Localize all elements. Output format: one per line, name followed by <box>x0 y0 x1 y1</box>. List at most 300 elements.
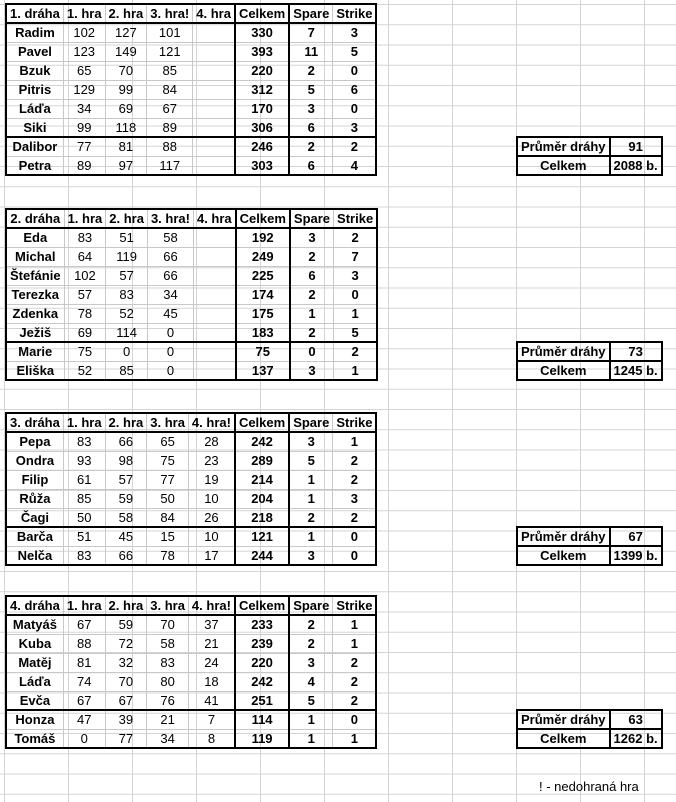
cell-lane-name[interactable]: Láďa <box>6 99 63 118</box>
cell-game-4[interactable]: 37 <box>188 615 235 634</box>
cell-spare[interactable]: 2 <box>289 508 333 527</box>
cell-game-2[interactable]: 77 <box>105 729 147 748</box>
cell-game-1[interactable]: 75 <box>64 342 106 361</box>
cell-strike[interactable]: 1 <box>333 432 377 451</box>
cell-game-3[interactable]: 15 <box>147 527 189 546</box>
cell-total[interactable]: 119 <box>235 729 289 748</box>
cell-game-4[interactable]: 8 <box>188 729 235 748</box>
cell-total[interactable]: 137 <box>236 361 290 380</box>
cell-game-4[interactable]: 18 <box>188 672 235 691</box>
header-game-1[interactable]: 1. hra <box>63 413 105 432</box>
lane-4-block <box>5 595 658 749</box>
header-game-2[interactable]: 2. hra <box>105 596 147 615</box>
header-game-3[interactable]: 3. hra <box>147 596 189 615</box>
cell-lane-name[interactable]: Kuba <box>6 634 63 653</box>
average-label[interactable]: Průměr dráhy <box>517 527 610 546</box>
cell-game-4[interactable]: 23 <box>188 451 235 470</box>
header-game-4[interactable]: 4. hra! <box>188 596 235 615</box>
average-value[interactable]: 73 <box>610 342 662 361</box>
cell-total[interactable]: 174 <box>236 285 290 304</box>
cell-strike[interactable]: 0 <box>333 546 377 565</box>
cell-game-1[interactable]: 65 <box>63 61 105 80</box>
header-spare[interactable]: Spare <box>290 209 334 228</box>
cell-game-4[interactable] <box>193 118 235 137</box>
cell-spare[interactable]: 4 <box>289 672 333 691</box>
cell-spare[interactable]: 1 <box>289 489 333 508</box>
cell-total[interactable]: 233 <box>235 615 289 634</box>
cell-game-4[interactable] <box>193 304 235 323</box>
cell-strike[interactable]: 1 <box>333 634 377 653</box>
cell-game-4[interactable] <box>193 156 235 175</box>
cell-game-4[interactable]: 28 <box>188 432 235 451</box>
header-game-4[interactable]: 4. hra <box>193 4 235 23</box>
cell-game-4[interactable]: 21 <box>188 634 235 653</box>
cell-strike[interactable]: 3 <box>333 118 377 137</box>
cell-game-1[interactable]: 129 <box>63 80 105 99</box>
cell-game-4[interactable]: 7 <box>188 710 235 729</box>
header-game-3[interactable]: 3. hra <box>147 413 189 432</box>
cell-game-1[interactable]: 83 <box>63 546 105 565</box>
total-label[interactable]: Celkem <box>517 729 610 748</box>
cell-lane-name[interactable]: Barča <box>6 527 63 546</box>
cell-game-3[interactable]: 21 <box>147 710 189 729</box>
cell-lane-name[interactable]: Dalibor <box>6 137 63 156</box>
table-row <box>6 489 376 508</box>
cell-game-4[interactable] <box>193 323 235 342</box>
cell-game-4[interactable]: 10 <box>188 527 235 546</box>
cell-strike[interactable]: 7 <box>334 247 378 266</box>
cell-spare[interactable]: 2 <box>289 61 333 80</box>
cell-game-3[interactable]: 121 <box>147 42 193 61</box>
header-lane-name[interactable]: 2. dráha <box>6 209 64 228</box>
cell-game-4[interactable] <box>193 61 235 80</box>
cell-lane-name[interactable]: Štefánie <box>6 266 64 285</box>
total-value[interactable]: 1245 b. <box>610 361 662 380</box>
header-lane-name[interactable]: 4. dráha <box>6 596 63 615</box>
cell-spare[interactable]: 1 <box>289 470 333 489</box>
total-label[interactable]: Celkem <box>517 156 610 175</box>
cell-game-2[interactable]: 99 <box>105 80 147 99</box>
header-game-4[interactable]: 4. hra <box>193 209 235 228</box>
cell-game-4[interactable] <box>193 342 235 361</box>
cell-strike[interactable]: 5 <box>334 323 378 342</box>
cell-strike[interactable]: 3 <box>333 23 377 42</box>
header-total[interactable]: Celkem <box>236 209 290 228</box>
cell-game-3[interactable]: 58 <box>147 634 189 653</box>
cell-game-3[interactable]: 84 <box>147 508 189 527</box>
cell-game-3[interactable]: 66 <box>147 266 193 285</box>
cell-game-1[interactable]: 51 <box>63 527 105 546</box>
cell-spare[interactable]: 5 <box>289 80 333 99</box>
cell-spare[interactable]: 3 <box>289 99 333 118</box>
cell-strike[interactable]: 0 <box>333 61 377 80</box>
cell-total[interactable]: 242 <box>235 432 289 451</box>
cell-lane-name[interactable]: Nelča <box>6 546 63 565</box>
cell-game-2[interactable]: 66 <box>105 546 147 565</box>
lane-summary <box>516 341 663 381</box>
table-row <box>6 470 376 489</box>
cell-game-3[interactable]: 45 <box>147 304 193 323</box>
cell-lane-name[interactable]: Pitris <box>6 80 63 99</box>
header-strike[interactable]: Strike <box>333 4 377 23</box>
cell-strike[interactable]: 4 <box>333 156 377 175</box>
cell-game-3[interactable]: 89 <box>147 118 193 137</box>
header-total[interactable]: Celkem <box>235 596 289 615</box>
cell-spare[interactable]: 5 <box>289 451 333 470</box>
cell-game-1[interactable]: 50 <box>63 508 105 527</box>
cell-lane-name[interactable]: Zdenka <box>6 304 64 323</box>
cell-total[interactable]: 183 <box>236 323 290 342</box>
table-row <box>6 156 376 175</box>
cell-game-1[interactable]: 85 <box>63 489 105 508</box>
cell-game-1[interactable]: 67 <box>63 691 105 710</box>
cell-lane-name[interactable]: Růža <box>6 489 63 508</box>
cell-lane-name[interactable]: Matěj <box>6 653 63 672</box>
cell-lane-name[interactable]: Michal <box>6 247 64 266</box>
cell-game-2[interactable]: 58 <box>105 508 147 527</box>
cell-game-2[interactable]: 97 <box>105 156 147 175</box>
cell-strike[interactable]: 2 <box>333 508 377 527</box>
cell-game-1[interactable]: 78 <box>64 304 106 323</box>
total-label[interactable]: Celkem <box>517 361 610 380</box>
header-spare[interactable]: Spare <box>289 596 333 615</box>
cell-game-2[interactable]: 39 <box>105 710 147 729</box>
cell-game-3[interactable]: 0 <box>147 323 193 342</box>
cell-lane-name[interactable]: Eda <box>6 228 64 247</box>
cell-game-3[interactable]: 83 <box>147 653 189 672</box>
cell-game-1[interactable]: 69 <box>64 323 106 342</box>
cell-total[interactable]: 244 <box>235 546 289 565</box>
cell-game-4[interactable]: 17 <box>188 546 235 565</box>
cell-strike[interactable]: 3 <box>334 266 378 285</box>
cell-game-2[interactable]: 118 <box>105 118 147 137</box>
average-label[interactable]: Průměr dráhy <box>517 342 610 361</box>
cell-strike[interactable]: 2 <box>333 470 377 489</box>
total-value[interactable]: 2088 b. <box>610 156 662 175</box>
cell-game-4[interactable]: 10 <box>188 489 235 508</box>
cell-game-3[interactable]: 80 <box>147 672 189 691</box>
table-row <box>6 61 376 80</box>
cell-game-3[interactable]: 67 <box>147 99 193 118</box>
header-total[interactable]: Celkem <box>235 413 289 432</box>
cell-total[interactable]: 242 <box>235 672 289 691</box>
cell-game-4[interactable] <box>193 361 235 380</box>
cell-game-2[interactable]: 70 <box>105 672 147 691</box>
cell-total[interactable]: 75 <box>236 342 290 361</box>
cell-game-3[interactable]: 66 <box>147 247 193 266</box>
cell-total[interactable]: 225 <box>236 266 290 285</box>
cell-lane-name[interactable]: Radim <box>6 23 63 42</box>
cell-game-3[interactable]: 85 <box>147 61 193 80</box>
cell-total[interactable]: 303 <box>235 156 289 175</box>
cell-strike[interactable]: 2 <box>334 342 378 361</box>
cell-spare[interactable]: 2 <box>289 634 333 653</box>
header-game-3[interactable]: 3. hra! <box>147 4 193 23</box>
cell-game-2[interactable]: 66 <box>105 432 147 451</box>
cell-game-2[interactable]: 57 <box>105 470 147 489</box>
cell-game-2[interactable]: 83 <box>106 285 148 304</box>
cell-strike[interactable]: 2 <box>333 653 377 672</box>
cell-total[interactable]: 251 <box>235 691 289 710</box>
cell-total[interactable]: 192 <box>236 228 290 247</box>
cell-total[interactable]: 218 <box>235 508 289 527</box>
cell-game-1[interactable]: 123 <box>63 42 105 61</box>
cell-strike[interactable]: 2 <box>333 137 377 156</box>
cell-game-3[interactable]: 88 <box>147 137 193 156</box>
cell-game-1[interactable]: 88 <box>63 634 105 653</box>
cell-strike[interactable]: 1 <box>334 304 378 323</box>
cell-strike[interactable]: 6 <box>333 80 377 99</box>
table-row <box>6 672 376 691</box>
total-value[interactable]: 1399 b. <box>610 546 662 565</box>
cell-spare[interactable]: 3 <box>290 228 334 247</box>
cell-spare[interactable]: 1 <box>289 710 333 729</box>
cell-total[interactable]: 121 <box>235 527 289 546</box>
cell-lane-name[interactable]: Marie <box>6 342 64 361</box>
cell-spare[interactable]: 6 <box>289 156 333 175</box>
cell-total[interactable]: 214 <box>235 470 289 489</box>
cell-game-4[interactable] <box>193 266 235 285</box>
cell-total[interactable]: 306 <box>235 118 289 137</box>
cell-strike[interactable]: 3 <box>333 489 377 508</box>
cell-lane-name[interactable]: Petra <box>6 156 63 175</box>
cell-game-2[interactable]: 57 <box>106 266 148 285</box>
cell-game-1[interactable]: 102 <box>63 23 105 42</box>
cell-total[interactable]: 170 <box>235 99 289 118</box>
cell-lane-name[interactable]: Eliška <box>6 361 64 380</box>
cell-strike[interactable]: 1 <box>333 729 377 748</box>
average-value[interactable]: 91 <box>610 137 662 156</box>
cell-game-1[interactable]: 0 <box>63 729 105 748</box>
lane-summary <box>516 709 663 749</box>
cell-game-2[interactable]: 59 <box>105 489 147 508</box>
cell-game-2[interactable]: 51 <box>106 228 148 247</box>
header-game-1[interactable]: 1. hra <box>64 209 106 228</box>
average-label[interactable]: Průměr dráhy <box>517 710 610 729</box>
average-label[interactable]: Průměr dráhy <box>517 137 610 156</box>
cell-spare[interactable]: 7 <box>289 23 333 42</box>
header-spare[interactable]: Spare <box>289 413 333 432</box>
cell-strike[interactable]: 2 <box>333 451 377 470</box>
header-game-2[interactable]: 2. hra <box>105 413 147 432</box>
cell-game-1[interactable]: 93 <box>63 451 105 470</box>
cell-strike[interactable]: 2 <box>333 691 377 710</box>
cell-game-1[interactable]: 99 <box>63 118 105 137</box>
cell-spare[interactable]: 1 <box>290 304 334 323</box>
cell-game-3[interactable]: 50 <box>147 489 189 508</box>
cell-game-2[interactable]: 59 <box>105 615 147 634</box>
cell-lane-name[interactable]: Filip <box>6 470 63 489</box>
cell-spare[interactable]: 2 <box>289 137 333 156</box>
average-value[interactable]: 67 <box>610 527 662 546</box>
cell-game-3[interactable]: 58 <box>147 228 193 247</box>
cell-spare[interactable]: 2 <box>289 615 333 634</box>
cell-game-1[interactable]: 34 <box>63 99 105 118</box>
cell-game-3[interactable]: 0 <box>147 361 193 380</box>
header-game-4[interactable]: 4. hra! <box>188 413 235 432</box>
cell-spare[interactable]: 3 <box>289 653 333 672</box>
average-value[interactable]: 63 <box>610 710 662 729</box>
table-row <box>6 615 376 634</box>
table-row <box>6 527 376 546</box>
cell-strike[interactable]: 0 <box>333 527 377 546</box>
cell-game-3[interactable]: 84 <box>147 80 193 99</box>
cell-game-1[interactable]: 74 <box>63 672 105 691</box>
cell-game-2[interactable]: 69 <box>105 99 147 118</box>
cell-lane-name[interactable]: Láďa <box>6 672 63 691</box>
header-game-2[interactable]: 2. hra <box>106 209 148 228</box>
cell-game-2[interactable]: 114 <box>106 323 148 342</box>
cell-game-4[interactable]: 19 <box>188 470 235 489</box>
cell-spare[interactable]: 0 <box>290 342 334 361</box>
cell-game-2[interactable]: 85 <box>106 361 148 380</box>
cell-total[interactable]: 312 <box>235 80 289 99</box>
cell-lane-name[interactable]: Ježiš <box>6 323 64 342</box>
cell-game-4[interactable] <box>193 42 235 61</box>
cell-game-3[interactable]: 34 <box>147 285 193 304</box>
cell-game-1[interactable]: 83 <box>63 432 105 451</box>
cell-game-3[interactable]: 0 <box>147 342 193 361</box>
cell-game-2[interactable]: 119 <box>106 247 148 266</box>
cell-total[interactable]: 246 <box>235 137 289 156</box>
cell-game-3[interactable]: 101 <box>147 23 193 42</box>
cell-strike[interactable]: 2 <box>333 672 377 691</box>
cell-strike[interactable]: 0 <box>334 285 378 304</box>
cell-game-2[interactable]: 127 <box>105 23 147 42</box>
header-strike[interactable]: Strike <box>333 596 377 615</box>
cell-game-4[interactable]: 26 <box>188 508 235 527</box>
header-game-1[interactable]: 1. hra <box>63 4 105 23</box>
cell-strike[interactable]: 5 <box>333 42 377 61</box>
cell-spare[interactable]: 2 <box>290 247 334 266</box>
cell-spare[interactable]: 1 <box>289 729 333 748</box>
cell-lane-name[interactable]: Matyáš <box>6 615 63 634</box>
cell-spare[interactable]: 1 <box>289 527 333 546</box>
cell-total[interactable]: 239 <box>235 634 289 653</box>
cell-strike[interactable]: 1 <box>333 615 377 634</box>
cell-lane-name[interactable]: Evča <box>6 691 63 710</box>
cell-game-1[interactable]: 81 <box>63 653 105 672</box>
cell-spare[interactable]: 3 <box>289 432 333 451</box>
cell-game-3[interactable]: 75 <box>147 451 189 470</box>
cell-game-4[interactable] <box>193 228 235 247</box>
total-value[interactable]: 1262 b. <box>610 729 662 748</box>
cell-total[interactable]: 330 <box>235 23 289 42</box>
cell-total[interactable]: 220 <box>235 61 289 80</box>
cell-total[interactable]: 204 <box>235 489 289 508</box>
cell-game-1[interactable]: 67 <box>63 615 105 634</box>
cell-game-3[interactable]: 117 <box>147 156 193 175</box>
cell-total[interactable]: 220 <box>235 653 289 672</box>
cell-game-1[interactable]: 77 <box>63 137 105 156</box>
cell-game-4[interactable] <box>193 137 235 156</box>
cell-game-1[interactable]: 57 <box>64 285 106 304</box>
table-row <box>6 361 377 380</box>
cell-game-2[interactable]: 149 <box>105 42 147 61</box>
cell-game-3[interactable]: 77 <box>147 470 189 489</box>
header-game-3[interactable]: 3. hra! <box>147 209 193 228</box>
cell-total[interactable]: 393 <box>235 42 289 61</box>
cell-lane-name[interactable]: Pavel <box>6 42 63 61</box>
cell-lane-name[interactable]: Honza <box>6 710 63 729</box>
cell-game-1[interactable]: 102 <box>64 266 106 285</box>
cell-spare[interactable]: 5 <box>289 691 333 710</box>
table-row <box>6 118 376 137</box>
cell-spare[interactable]: 3 <box>290 361 334 380</box>
cell-game-2[interactable]: 32 <box>105 653 147 672</box>
cell-spare[interactable]: 2 <box>290 285 334 304</box>
cell-game-4[interactable]: 24 <box>188 653 235 672</box>
header-lane-name[interactable]: 3. dráha <box>6 413 63 432</box>
cell-total[interactable]: 175 <box>236 304 290 323</box>
cell-game-3[interactable]: 78 <box>147 546 189 565</box>
cell-game-1[interactable]: 64 <box>64 247 106 266</box>
cell-game-2[interactable]: 45 <box>105 527 147 546</box>
header-game-1[interactable]: 1. hra <box>63 596 105 615</box>
cell-game-1[interactable]: 61 <box>63 470 105 489</box>
cell-lane-name[interactable]: Terezka <box>6 285 64 304</box>
cell-game-4[interactable]: 41 <box>188 691 235 710</box>
cell-game-3[interactable]: 76 <box>147 691 189 710</box>
cell-lane-name[interactable]: Ondra <box>6 451 63 470</box>
header-game-2[interactable]: 2. hra <box>105 4 147 23</box>
cell-lane-name[interactable]: Bzuk <box>6 61 63 80</box>
cell-game-4[interactable] <box>193 247 235 266</box>
cell-spare[interactable]: 2 <box>290 323 334 342</box>
cell-game-1[interactable]: 83 <box>64 228 106 247</box>
cell-game-3[interactable]: 34 <box>147 729 189 748</box>
cell-total[interactable]: 289 <box>235 451 289 470</box>
cell-game-2[interactable]: 67 <box>105 691 147 710</box>
cell-lane-name[interactable]: Tomáš <box>6 729 63 748</box>
cell-game-2[interactable]: 0 <box>106 342 148 361</box>
cell-game-3[interactable]: 65 <box>147 432 189 451</box>
cell-strike[interactable]: 2 <box>334 228 378 247</box>
cell-game-1[interactable]: 47 <box>63 710 105 729</box>
cell-strike[interactable]: 0 <box>333 99 377 118</box>
cell-game-2[interactable]: 98 <box>105 451 147 470</box>
cell-lane-name[interactable]: Pepa <box>6 432 63 451</box>
header-total[interactable]: Celkem <box>235 4 289 23</box>
cell-game-2[interactable]: 70 <box>105 61 147 80</box>
cell-lane-name[interactable]: Čagi <box>6 508 63 527</box>
cell-game-4[interactable] <box>193 23 235 42</box>
header-strike[interactable]: Strike <box>333 413 377 432</box>
total-label[interactable]: Celkem <box>517 546 610 565</box>
cell-spare[interactable]: 11 <box>289 42 333 61</box>
header-strike[interactable]: Strike <box>334 209 378 228</box>
cell-strike[interactable]: 0 <box>333 710 377 729</box>
cell-strike[interactable]: 1 <box>334 361 378 380</box>
cell-game-2[interactable]: 72 <box>105 634 147 653</box>
cell-total[interactable]: 114 <box>235 710 289 729</box>
cell-game-4[interactable] <box>193 80 235 99</box>
cell-game-1[interactable]: 52 <box>64 361 106 380</box>
cell-game-4[interactable] <box>193 99 235 118</box>
cell-spare[interactable]: 3 <box>289 546 333 565</box>
header-lane-name[interactable]: 1. dráha <box>6 4 63 23</box>
cell-total[interactable]: 249 <box>236 247 290 266</box>
cell-game-2[interactable]: 52 <box>106 304 148 323</box>
cell-game-1[interactable]: 89 <box>63 156 105 175</box>
cell-game-2[interactable]: 81 <box>105 137 147 156</box>
cell-spare[interactable]: 6 <box>289 118 333 137</box>
header-spare[interactable]: Spare <box>289 4 333 23</box>
cell-game-3[interactable]: 70 <box>147 615 189 634</box>
cell-lane-name[interactable]: Siki <box>6 118 63 137</box>
cell-spare[interactable]: 6 <box>290 266 334 285</box>
cell-game-4[interactable] <box>193 285 235 304</box>
